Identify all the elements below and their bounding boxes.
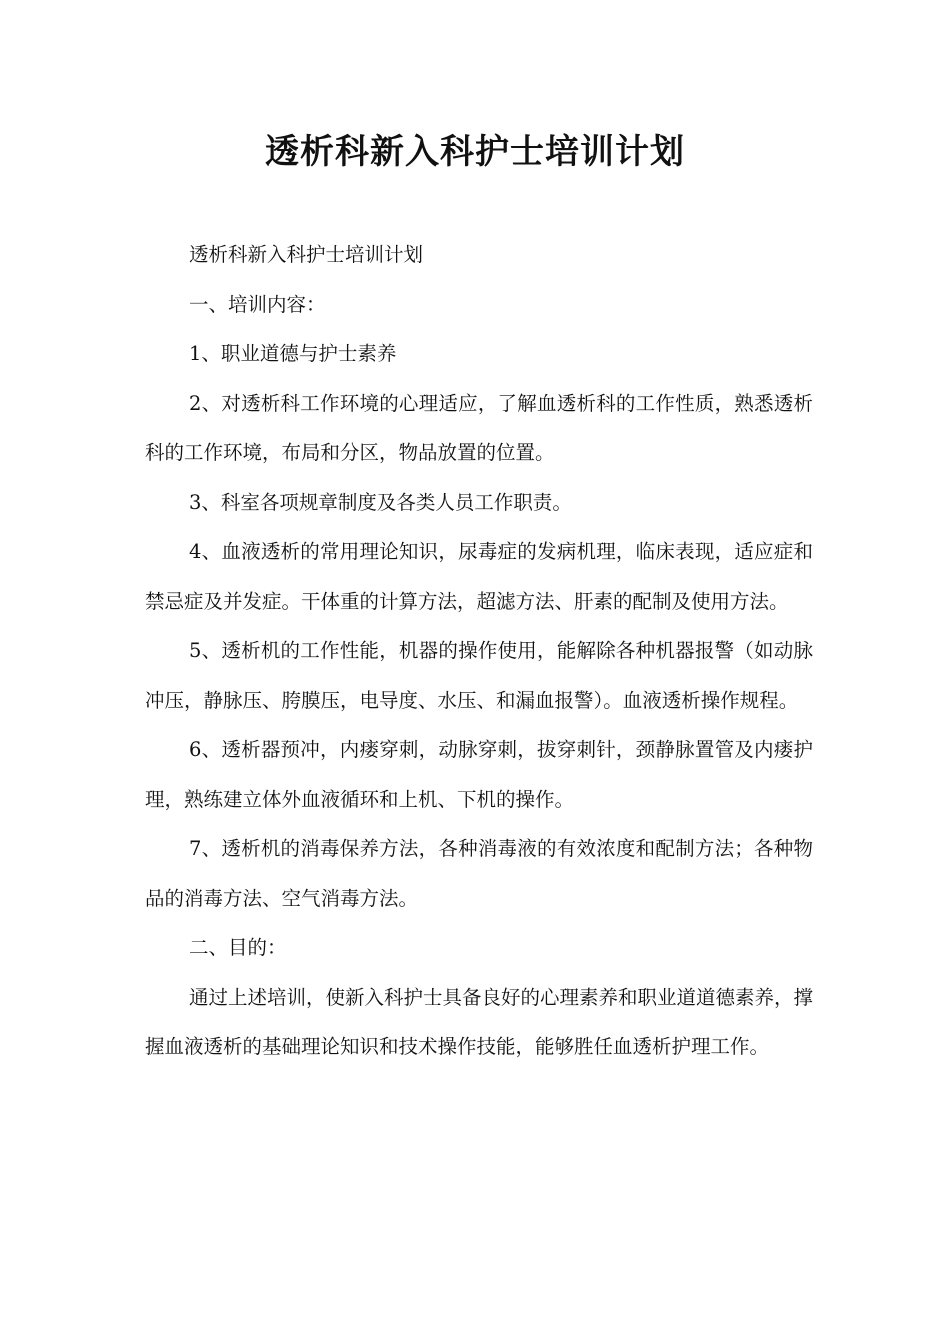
paragraph-purpose-text: 通过上述培训，使新入科护士具备良好的心理素养和职业道道德素养，撑握血液透析的基础理论知识和技术操作技能，能够胜任血透析护理工作。 <box>145 985 814 1058</box>
document-title: 透析科新入科护士培训计划 <box>265 132 685 172</box>
paragraph-subtitle: 透析科新入科护士培训计划 <box>189 243 424 266</box>
paragraph-item-4: 4、血液透析的常用理论知识，尿毒症的发病机理，临床表现，适应症和禁忌症及并发症。干体重的计算方法，超滤方法、肝素的配制及使用方法。 <box>145 540 813 613</box>
paragraph-item-6: 6、透析器预冲，内瘘穿刺，动脉穿刺，拔穿刺针，颈静脉置管及内瘘护理，熟练建立体外血液循环和上机、下机的操作。 <box>145 738 813 811</box>
paragraph-section-heading-purpose: 二、目的： <box>189 936 287 959</box>
paragraph-item-1: 1、职业道德与护士素养 <box>189 342 397 365</box>
paragraph-item-7: 7、透析机的消毒保养方法，各种消毒液的有效浓度和配制方法；各种物品的消毒方法、空气消毒方法。 <box>145 837 813 910</box>
document-body <box>145 230 813 1072</box>
paragraph-section-heading-content: 一、培训内容： <box>189 292 326 316</box>
paragraph-item-2: 2、对透析科工作环境的心理适应，了解血透析科的工作性质，熟悉透析科的工作环境，布局和分区，物品放置的位置。 <box>145 391 813 464</box>
paragraph-item-5: 5、透析机的工作性能，机器的操作使用，能解除各种机器报警（如动脉冲压，静脉压、胯膜压，电导度、水压、和漏血报警）。血液透析操作规程。 <box>145 639 813 712</box>
paragraph-item-3: 3、科室各项规章制度及各类人员工作职责。 <box>189 490 572 514</box>
